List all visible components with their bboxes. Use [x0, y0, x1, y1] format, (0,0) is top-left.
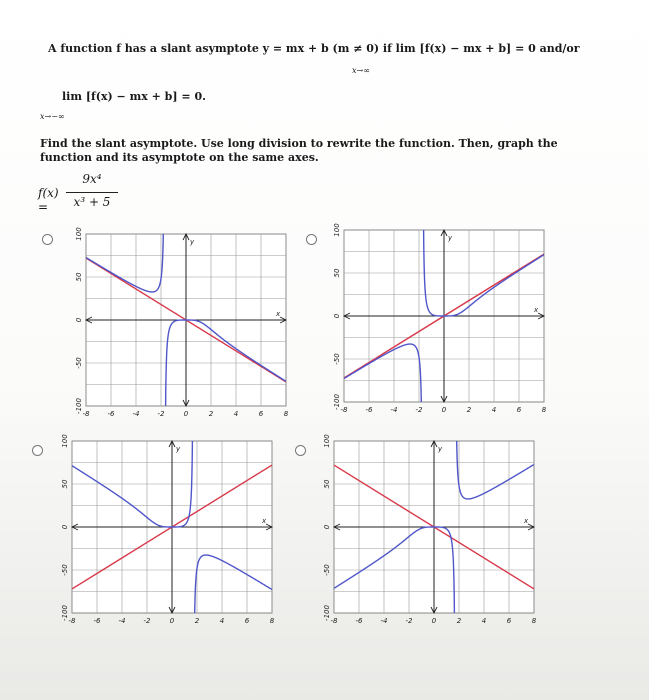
- graph-option-c[interactable]: [46, 434, 276, 627]
- y-tick-label: 100: [75, 227, 83, 241]
- x-tick-label: -4: [390, 406, 398, 414]
- x-tick-label: 4: [233, 410, 239, 418]
- x-tick-label: 8: [269, 617, 275, 625]
- x-tick-label: 4: [219, 617, 225, 625]
- y-tick-label: 50: [333, 268, 341, 278]
- option-c-radio[interactable]: [32, 445, 43, 456]
- x-tick-label: -2: [415, 406, 423, 414]
- x-tick-label: 6: [506, 617, 512, 625]
- y-tick-label: -100: [333, 394, 341, 410]
- x-tick-label: 0: [169, 617, 175, 625]
- option-b-radio[interactable]: [306, 234, 317, 245]
- fraction-bar: [66, 192, 118, 193]
- definition-line-2: lim [f(x) − mx + b] = 0.: [62, 90, 206, 103]
- y-tick-label: -50: [75, 357, 83, 369]
- y-tick-label: 100: [323, 434, 331, 448]
- x-tick-label: 0: [183, 410, 189, 418]
- limit-subscript-negative: x→−∞: [40, 112, 65, 121]
- x-tick-label: -8: [82, 410, 90, 418]
- x-tick-label: -6: [93, 617, 101, 625]
- x-tick-label: -8: [330, 617, 338, 625]
- y-tick-label: 0: [61, 524, 69, 530]
- y-tick-label: 0: [75, 317, 83, 323]
- x-tick-label: 6: [244, 617, 250, 625]
- x-tick-label: -8: [68, 617, 76, 625]
- function-lhs: f(x) =: [38, 186, 59, 214]
- x-tick-label: -6: [365, 406, 373, 414]
- y-axis-label: y: [176, 445, 181, 453]
- y-tick-label: 0: [333, 313, 341, 319]
- graph-option-b[interactable]: [318, 223, 548, 416]
- x-axis-label: x: [534, 306, 539, 314]
- x-tick-label: 4: [491, 406, 497, 414]
- x-tick-label: -2: [157, 410, 165, 418]
- y-tick-label: 50: [61, 479, 69, 489]
- graph-option-d[interactable]: [308, 434, 538, 627]
- graph-svg: [318, 223, 548, 416]
- x-tick-label: 2: [466, 406, 472, 414]
- x-tick-label: 0: [431, 617, 437, 625]
- x-tick-label: -6: [107, 410, 115, 418]
- x-tick-label: 8: [283, 410, 289, 418]
- y-tick-label: 100: [61, 434, 69, 448]
- limit-subscript-positive: x→∞: [352, 66, 370, 75]
- y-tick-label: 50: [75, 272, 83, 282]
- x-tick-label: 8: [531, 617, 537, 625]
- x-tick-label: 8: [541, 406, 547, 414]
- x-axis-label: x: [262, 517, 267, 525]
- y-tick-label: 0: [323, 524, 331, 530]
- y-tick-label: -50: [61, 564, 69, 576]
- x-tick-label: 2: [194, 617, 200, 625]
- graph-svg: [46, 434, 276, 627]
- x-tick-label: -2: [143, 617, 151, 625]
- graph-option-a[interactable]: [60, 227, 290, 420]
- x-axis-label: x: [524, 517, 529, 525]
- x-tick-label: -4: [380, 617, 388, 625]
- x-tick-label: 0: [441, 406, 447, 414]
- x-tick-label: 2: [208, 410, 214, 418]
- option-d-radio[interactable]: [295, 445, 306, 456]
- y-tick-label: -100: [75, 398, 83, 414]
- y-axis-label: y: [190, 238, 195, 246]
- option-a-radio[interactable]: [42, 234, 53, 245]
- y-tick-label: -50: [323, 564, 331, 576]
- definition-line-1: A function f has a slant asymptote y = mx + b (m ≠ 0) if lim [f(x) − mx + b] = 0 and/or: [48, 42, 580, 55]
- x-tick-label: -4: [132, 410, 140, 418]
- y-tick-label: -50: [333, 353, 341, 365]
- instructions: Find the slant asymptote. Use long division to rewrite the function. Then, graph the function and its asymptote on the same axes.: [40, 137, 558, 164]
- denominator: x³ + 5: [73, 195, 111, 209]
- y-axis-label: y: [448, 234, 453, 242]
- x-tick-label: -6: [355, 617, 363, 625]
- function-fraction: [66, 172, 118, 209]
- y-axis-label: y: [438, 445, 443, 453]
- graph-svg: [308, 434, 538, 627]
- y-tick-label: -100: [323, 605, 331, 621]
- y-tick-label: 100: [333, 223, 341, 237]
- x-tick-label: -4: [118, 617, 126, 625]
- x-axis-label: x: [276, 310, 281, 318]
- x-tick-label: 6: [258, 410, 264, 418]
- x-tick-label: 2: [456, 617, 462, 625]
- graph-svg: [60, 227, 290, 420]
- y-tick-label: 50: [323, 479, 331, 489]
- numerator: 9x⁴: [82, 172, 102, 186]
- x-tick-label: -2: [405, 617, 413, 625]
- x-tick-label: 6: [516, 406, 522, 414]
- x-tick-label: 4: [481, 617, 487, 625]
- x-tick-label: -8: [340, 406, 348, 414]
- y-tick-label: -100: [61, 605, 69, 621]
